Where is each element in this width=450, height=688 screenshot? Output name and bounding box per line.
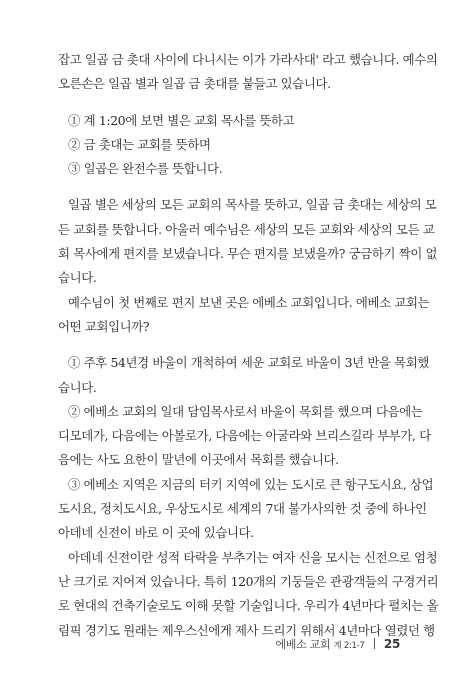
text-line: 아데네 신전이란 성적 타락을 부추기는 여자 신을 모시는 신전으로 엄청	[68, 549, 438, 565]
text-line: 일곱 별은 세상의 모든 교회의 목사를 뜻하고, 일곱 금 촛대는 세상의 모	[68, 197, 437, 213]
text-line: 습니다.	[58, 270, 97, 286]
list-item: ② 에베소 교회의 일대 담임목사로서 바울이 목회를 했으며 다음에는	[68, 403, 423, 419]
text-line: 습니다.	[58, 379, 97, 395]
text-line: 음에는 사도 요한이 말년에 이곳에서 목회를 했습니다.	[58, 452, 339, 468]
paragraph	[58, 351, 439, 643]
text-line: 잡고 일곱 금 촛대 사이에 다니시는 이가 가라사대' 라고 했습니다. 예수의	[58, 52, 438, 67]
paragraph	[58, 193, 438, 339]
list-item: ③ 에베소 지역은 지금의 터키 지역에 있는 도시로 큰 항구도시요, 상업	[68, 476, 434, 492]
page-footer	[275, 636, 400, 652]
text-line: 로 현대의 건축기술로도 이해 못할 기술입니다. 우리가 4년마다 펼치는 올	[58, 598, 439, 614]
text-line: 아데네 신전이 바로 이 곳에 있습니다.	[58, 525, 254, 541]
spacer	[58, 339, 400, 351]
text-line: 디모데가, 다음에는 아볼로가, 다음에는 아굴라와 브리스길라 부부가, 다	[58, 428, 431, 444]
paragraph	[58, 109, 400, 182]
list-item: ② 금 촛대는 교회를 뜻하며	[68, 136, 211, 152]
spacer	[58, 181, 400, 193]
text-line: 회 목사에게 편지를 보냈습니다. 무슨 편지를 보냈을까? 궁금하기 짝이 없	[58, 246, 438, 262]
page-body	[58, 48, 439, 643]
footer-divider	[374, 638, 375, 649]
text-line: 림픽 경기도 원래는 제우스신에게 제사 드리기 위해서 4년마다 열렸던 행	[58, 622, 435, 638]
list-item: ① 주후 54년경 바울이 개척하여 세운 교회로 바울이 3년 반을 목회했	[68, 355, 430, 371]
list-item: ③ 일곱은 완전수를 뜻합니다.	[68, 161, 223, 177]
scripture-reference: 계 2:1-7	[333, 641, 365, 651]
text-line: 난 크기로 지어져 있습니다. 특히 120개의 기둥들은 관광객들의 구경거리	[58, 573, 439, 589]
text-line: 예수님이 첫 번째로 편지 보낸 곳은 에베소 교회입니다. 에베소 교회는	[68, 294, 430, 310]
spacer	[58, 97, 400, 109]
text-line: 어떤 교회입니까?	[58, 318, 150, 334]
text-line: 도시요, 정치도시요, 우상도시로 세계의 7대 불가사의한 것 중에 하나인	[58, 501, 427, 517]
running-header-title: 에베소 교회	[275, 638, 331, 651]
text-line: 오른손은 일곱 별과 일곱 금 촛대를 붙들고 있습니다.	[58, 76, 331, 92]
page-number: 25	[383, 637, 400, 651]
paragraph	[58, 48, 438, 97]
list-item: ① 계 1:20에 보면 별은 교회 목사를 뜻하고	[68, 112, 295, 128]
text-line: 든 교회를 뜻합니다. 아울러 예수님은 세상의 모든 교회와 세상의 모든 교	[58, 221, 435, 237]
